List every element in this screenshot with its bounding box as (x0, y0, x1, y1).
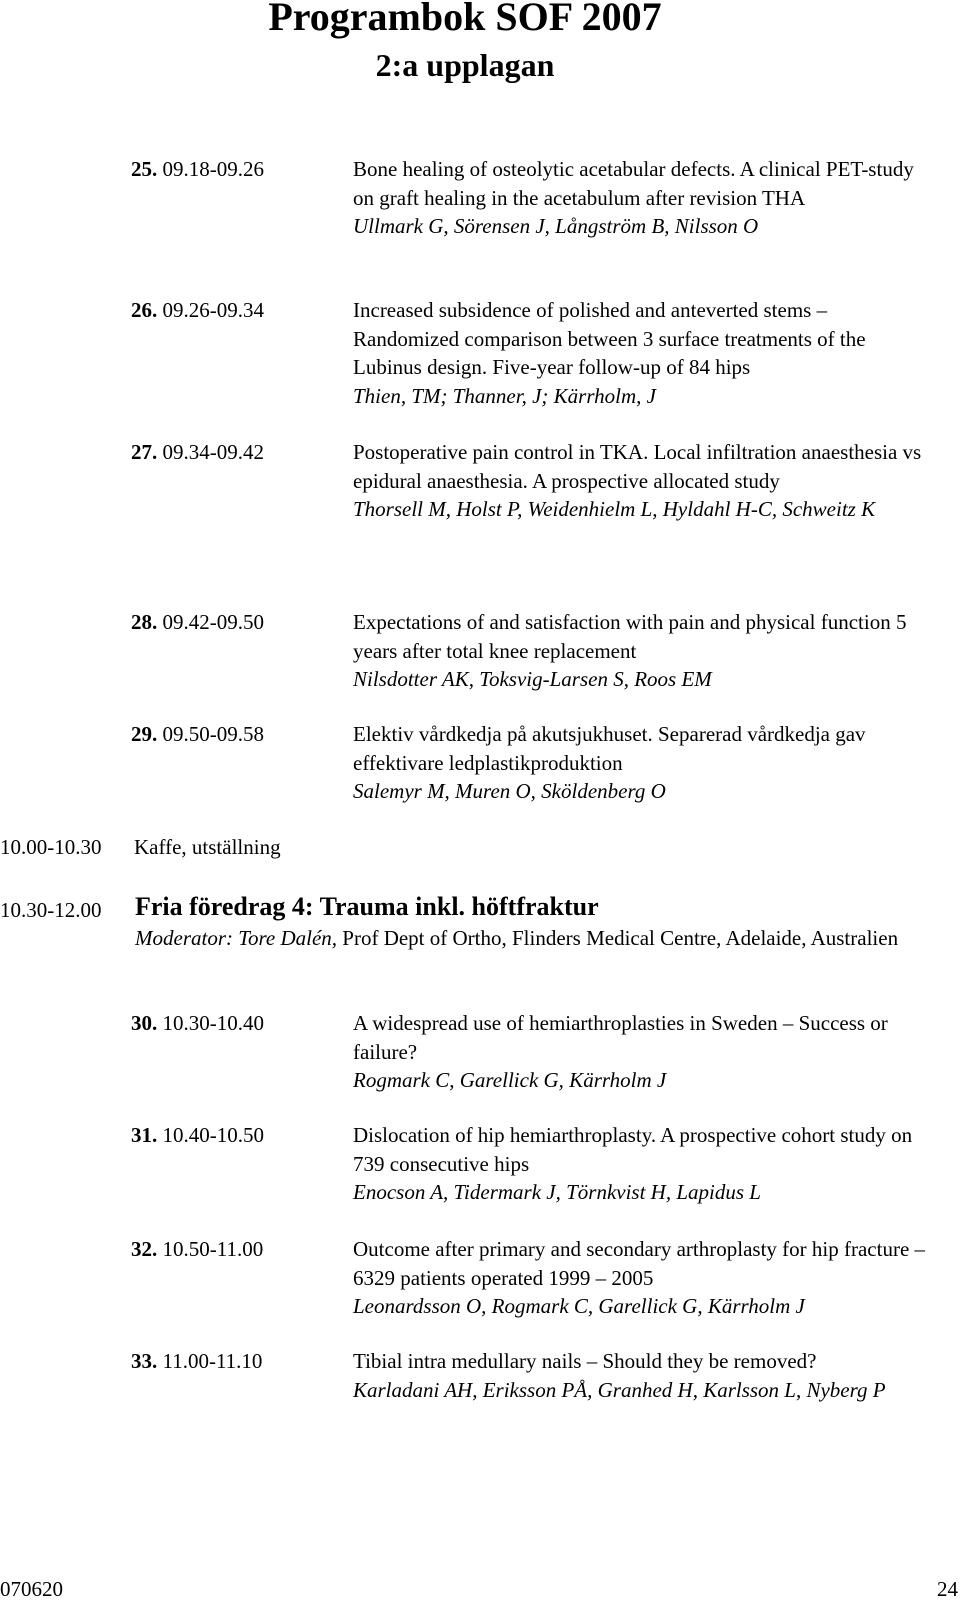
footer-date: 070620 (0, 1577, 63, 1601)
entry-authors: Nilsdotter AK, Toksvig-Larsen S, Roos EM (353, 667, 712, 691)
entry-number-time (131, 1235, 263, 1264)
entry-number: 29. (131, 722, 158, 746)
entry-number-time (131, 155, 264, 184)
document-title: Programbok SOF 2007 (268, 0, 662, 39)
entry-number: 30. (131, 1011, 158, 1035)
entry-number-time (131, 438, 264, 467)
entry-body (353, 155, 933, 241)
moderator-name: Moderator: Tore Dalén, (135, 926, 338, 950)
entry-authors: Karladani AH, Eriksson PÅ, Granhed H, Karlsson L, Nyberg P (353, 1377, 886, 1402)
entry-body (353, 1347, 933, 1404)
entry-authors: Salemyr M, Muren O, Sköldenberg O (353, 779, 666, 803)
entry-title: Postoperative pain control in TKA. Local infiltration anaesthesia vs epidural anaesthesia. A prospective allocated study (353, 440, 922, 493)
entry-time: 09.50-09.58 (162, 722, 264, 746)
entry-title: Tibial intra medullary nails – Should they be removed? (353, 1349, 817, 1373)
entry-number-time (131, 1009, 264, 1038)
entry-time: 09.26-09.34 (162, 298, 264, 322)
entry-number: 28. (131, 610, 158, 634)
entry-authors: Leonardsson O, Rogmark C, Garellick G, Kärrholm J (353, 1294, 805, 1318)
entry-title: Expectations of and satisfaction with pain and physical function 5 years after total knee replacement (353, 610, 907, 663)
entry-body (353, 438, 933, 524)
entry-number-time (131, 1347, 262, 1376)
entry-authors: Thien, TM; Thanner, J; Kärrholm, J (353, 383, 656, 408)
entry-title: Dislocation of hip hemiarthroplasty. A prospective cohort study on 739 consecutive hips (353, 1123, 913, 1176)
coffee-break (0, 833, 281, 862)
entry-title: Elektiv vårdkedja på akutsjukhuset. Separerad vårdkedja gav effektivare ledplastikproduktion (353, 722, 866, 775)
entry-body (353, 296, 933, 410)
break-time: 10.00-10.30 (0, 835, 102, 859)
entry-time: 11.00-11.10 (162, 1349, 263, 1373)
entry-time: 09.18-09.26 (162, 157, 264, 181)
moderator-affiliation: Prof Dept of Ortho, Flinders Medical Centre, Adelaide, Australien (342, 926, 899, 950)
entry-number-time (131, 296, 264, 325)
session-time: 10.30-12.00 (0, 898, 102, 922)
entry-time: 10.30-10.40 (162, 1011, 264, 1035)
entry-number-time (131, 608, 264, 637)
entry-time: 09.34-09.42 (162, 440, 264, 464)
entry-body (353, 1009, 933, 1095)
session-moderator (135, 924, 950, 953)
entry-authors: Ullmark G, Sörensen J, Långström B, Nilsson O (353, 214, 759, 238)
entry-time: 09.42-09.50 (162, 610, 264, 634)
session-title: Fria föredrag 4: Trauma inkl. höftfraktur (135, 892, 599, 921)
entry-body (353, 608, 933, 694)
document-subtitle: 2:a upplagan (375, 47, 555, 83)
entry-authors: Rogmark C, Garellick G, Kärrholm J (353, 1068, 667, 1092)
entry-title: Bone healing of osteolytic acetabular defects. A clinical PET-study on graft healing in the acetabulum after revision THA (353, 157, 914, 210)
entry-authors: Enocson A, Tidermark J, Törnkvist H, Lapidus L (353, 1180, 761, 1204)
entry-number: 27. (131, 440, 158, 464)
entry-body (353, 720, 933, 806)
entry-body (353, 1235, 933, 1321)
entry-number-time (131, 1121, 264, 1150)
entry-number: 33. (131, 1349, 158, 1373)
entry-number-time (131, 720, 264, 749)
entry-body (353, 1121, 933, 1207)
entry-number: 25. (131, 157, 158, 181)
entry-number: 32. (131, 1237, 158, 1261)
break-label: Kaffe, utställning (134, 835, 281, 859)
entry-time: 10.40-10.50 (162, 1123, 264, 1147)
entry-time: 10.50-11.00 (162, 1237, 264, 1261)
entry-number: 26. (131, 298, 158, 322)
entry-title: Outcome after primary and secondary arthroplasty for hip fracture – 6329 patients operated 1999 – 2005 (353, 1237, 926, 1290)
entry-title: A widespread use of hemiarthroplasties in Sweden – Success or failure? (353, 1011, 888, 1064)
entry-number: 31. (131, 1123, 158, 1147)
entry-authors: Thorsell M, Holst P, Weidenhielm L, Hyldahl H-C, Schweitz K (353, 497, 876, 521)
page-number: 24 (937, 1577, 958, 1601)
entry-title: Increased subsidence of polished and anteverted stems – Randomized comparison between 3 surface treatments of the Lubinus design. Five-year follow-up of 84 hips (353, 298, 866, 379)
